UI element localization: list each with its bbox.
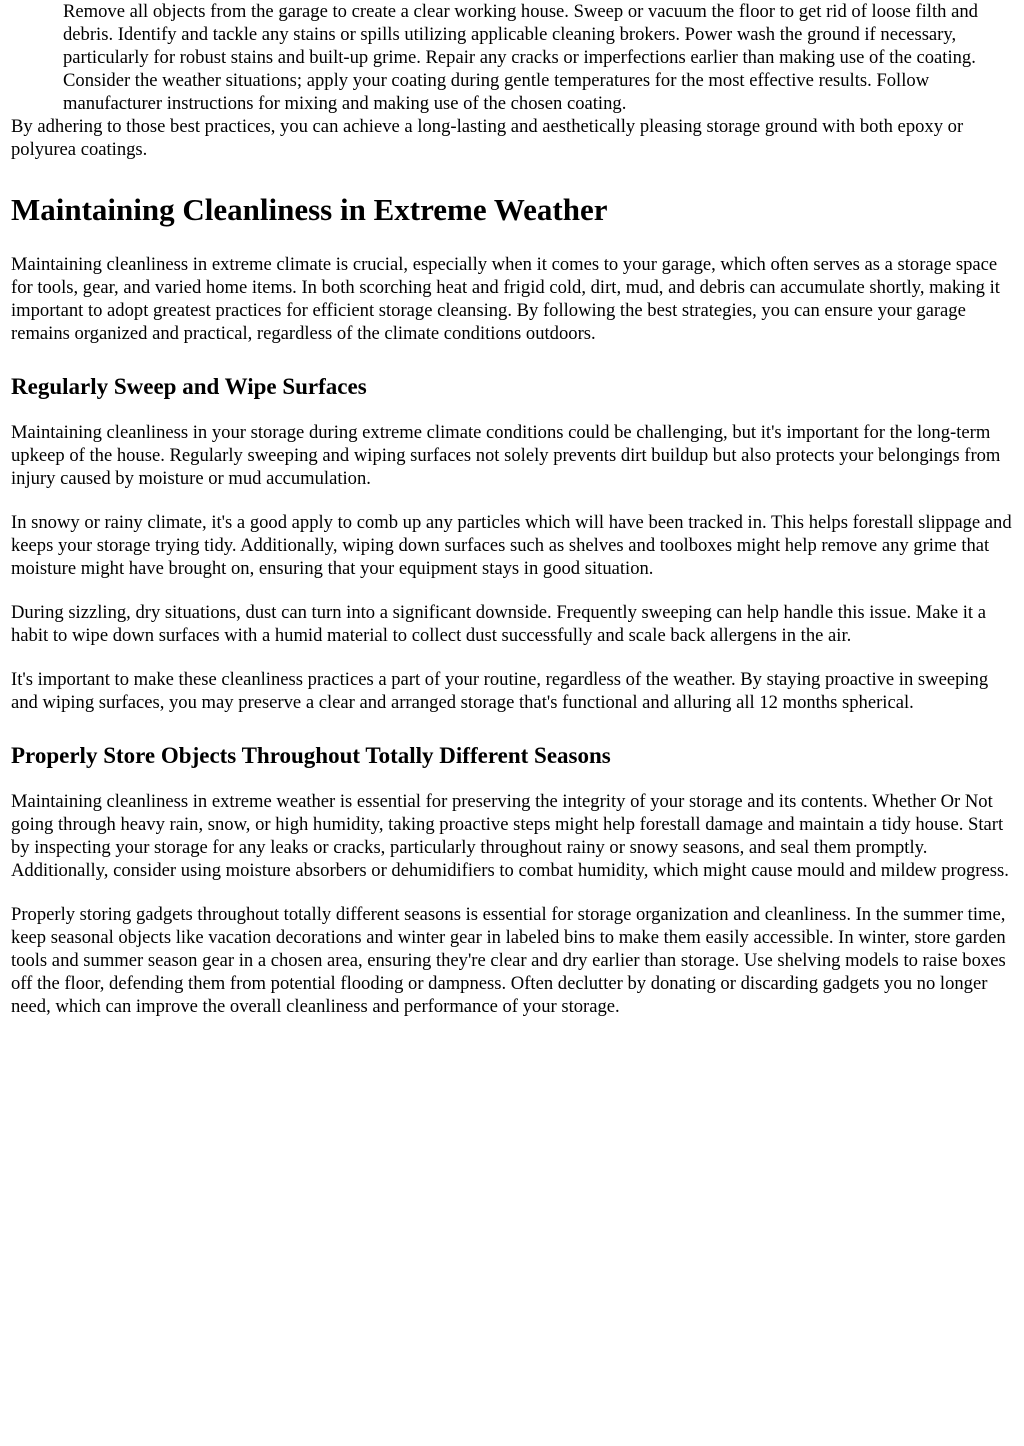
section-extreme-weather (11, 192, 1014, 345)
store-paragraph-2: Properly storing gadgets throughout totally different seasons is essential for storage organization and cleanliness. In the summer time, keep seasonal objects like vacation decorations and winter gear in labeled bins to make them easily accessible. In winter, store garden tools and summer season gear in a chosen area, ensuring they're clear and dry earlier than storage. Use shelving models to raise boxes off the floor, defending them from potential flooding or dampness. Often declutter by donating or discarding gadgets you no longer need, which can improve the overall cleanliness and performance of your storage. (11, 904, 1006, 1017)
sweep-paragraph-4: It's important to make these cleanliness practices a part of your routine, regardless of the weather. By staying proactive in sweeping and wiping surfaces, you may preserve a clear and arranged storage that's functional and alluring all 12 months spherical. (11, 669, 989, 713)
intro-paragraph: By adhering to those best practices, you can achieve a long-lasting and aesthetically pleasing storage ground with both epoxy or polyurea coatings. (11, 116, 964, 160)
subsection-heading-store: Properly Store Objects Throughout Totally Different Seasons (11, 743, 611, 768)
sweep-paragraph-1: Maintaining cleanliness in your storage during extreme climate conditions could be challenging, but it's important for the long-term upkeep of the house. Regularly sweeping and wiping surfaces not solely prevents dirt buildup but also protects your belongings from injury caused by moisture or mud accumulation. (11, 422, 1001, 489)
section-paragraph: Maintaining cleanliness in extreme climate is crucial, especially when it comes to your garage, which often serves as a storage space for tools, gear, and varied home items. In both scorching heat and frigid cold, dirt, mud, and debris can accumulate shortly, making it important to adopt greatest practices for efficient storage cleansing. By following the best strategies, you can ensure your garage remains organized and practical, regardless of the climate conditions outdoors. (11, 254, 1000, 344)
indented-paragraph: Remove all objects from the garage to create a clear working house. Sweep or vacuum the floor to get rid of loose filth and debris. Identify and tackle any stains or spills utilizing applicable cleaning brokers. Power wash the ground if necessary, particularly for robust stains and built-up grime. Repair any cracks or imperfections earlier than making use of the coating. Consider the weather situations; apply your coating during gentle temperatures for the most effective results. Follow manufacturer instructions for mixing and making use of the chosen coating. (63, 1, 978, 114)
sweep-paragraph-3: During sizzling, dry situations, dust can turn into a significant downside. Frequently sweeping can help handle this issue. Make it a habit to wipe down surfaces with a humid material to collect dust successfully and scale back allergens in the air. (11, 602, 986, 646)
sweep-paragraph-2: In snowy or rainy climate, it's a good apply to comb up any particles which will have been tracked in. This helps forestall slippage and keeps your storage trying tidy. Additionally, wiping down surfaces such as shelves and toolboxes might help remove any grime that moisture might have brought on, ensuring that your equipment stays in good situation. (11, 512, 1012, 579)
section-heading-main: Maintaining Cleanliness in Extreme Weather (11, 192, 608, 227)
subsection-heading-sweep: Regularly Sweep and Wipe Surfaces (11, 374, 367, 399)
section-store-seasons (11, 742, 1014, 1018)
store-paragraph-1: Maintaining cleanliness in extreme weather is essential for preserving the integrity of your storage and its contents. Whether Or Not going through heavy rain, snow, or high humidity, taking proactive steps might help forestall damage and maintain a tidy house. Start by inspecting your storage for any leaks or cracks, particularly throughout rainy or snowy seasons, and seal them promptly. Additionally, consider using moisture absorbers or dehumidifiers to combat humidity, which might cause mould and mildew progress. (11, 791, 1009, 881)
section-sweep-wipe (11, 373, 1014, 714)
